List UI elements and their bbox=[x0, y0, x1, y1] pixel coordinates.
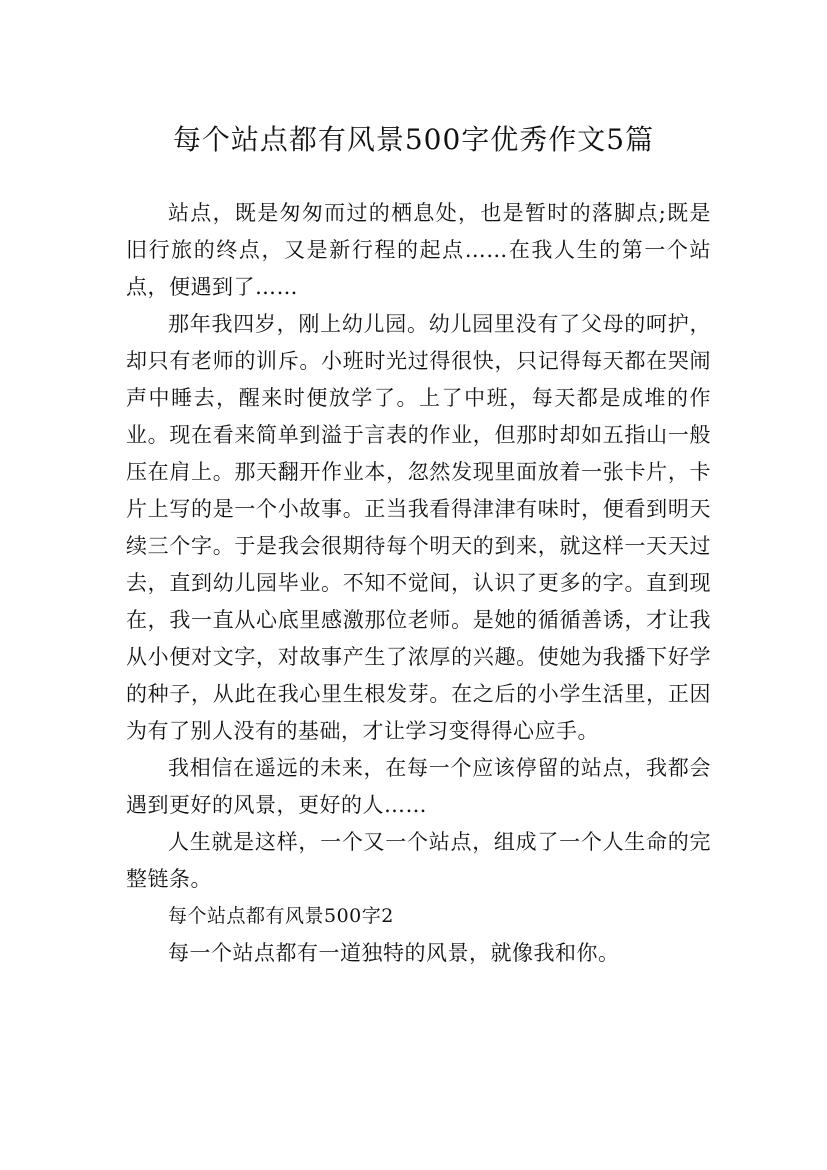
document-body bbox=[126, 195, 711, 972]
paragraph-3: 我相信在遥远的未来，在每一个应该停留的站点，我都会遇到更好的风景，更好的人…… bbox=[126, 756, 711, 817]
paragraph-2: 那年我四岁，刚上幼儿园。幼儿园里没有了父母的呵护，却只有老师的训斥。小班时光过得很快，只记得每天都在哭闹声中睡去，醒来时便放学了。上了中班，每天都是成堆的作业。现在看来简单到溢于言表的作业，但那时却如五指山一般压在肩上。那天翻开作业本，忽然发现里面放着一张卡片，卡片上写的是一个小故事。正当我看得津津有味时，便看到明天续三个字。于是我会很期待每个明天的到来，就这样一天天过去，直到幼儿园毕业。不知不觉间，认识了更多的字。直到现在，我一直从心底里感激那位老师。是她的循循善诱，才让我从小便对文字，对故事产生了浓厚的兴趣。使她为我播下好学的种子，从此在我心里生根发芽。在之后的小学生活里，正因为有了别人没有的基础，才让学习变得得心应手。 bbox=[126, 312, 711, 743]
document-title: 每个站点都有风景500字优秀作文5篇 bbox=[172, 122, 655, 156]
paragraph-5: 每一个站点都有一道独特的风景，就像我和你。 bbox=[168, 941, 620, 965]
section-heading: 每个站点都有风景500字2 bbox=[168, 905, 394, 927]
paragraph-4: 人生就是这样，一个又一个站点，组成了一个人生命的完整链条。 bbox=[126, 830, 711, 891]
paragraph-1: 站点，既是匆匆而过的栖息处，也是暂时的落脚点;既是旧行旅的终点，又是新行程的起点……在我人生的第一个站点，便遇到了…… bbox=[126, 201, 711, 299]
